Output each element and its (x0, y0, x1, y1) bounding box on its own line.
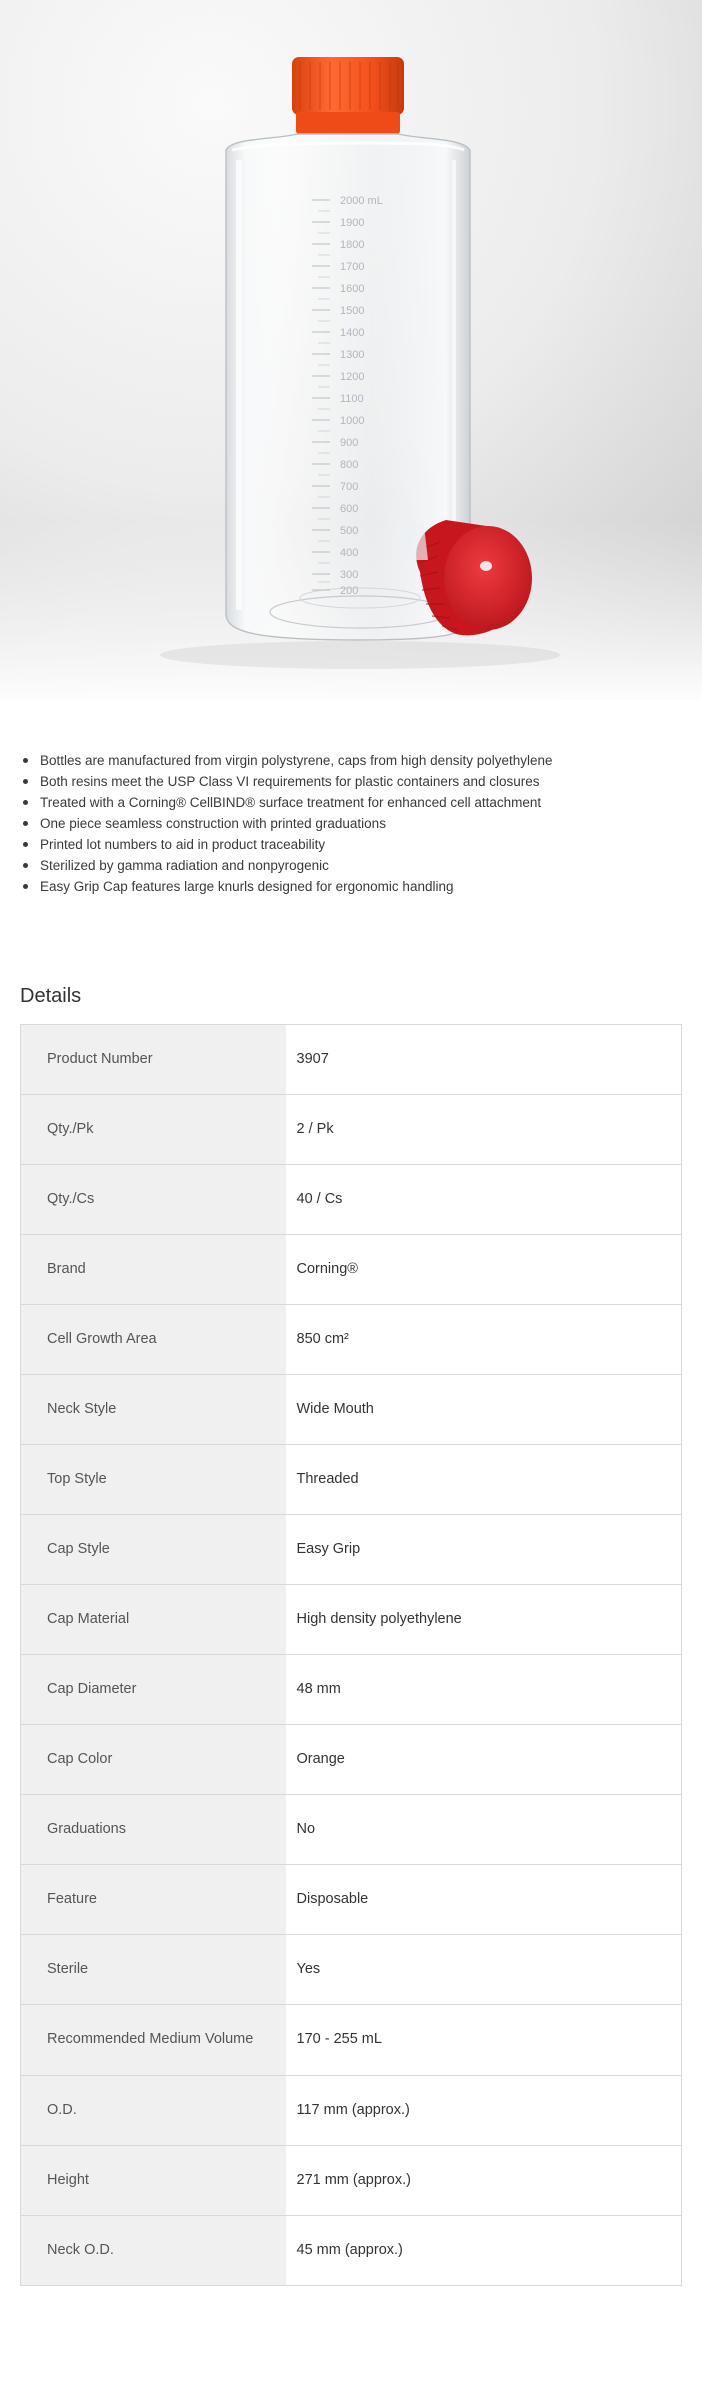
spec-label: Cell Growth Area (21, 1305, 286, 1375)
spec-value: 170 - 255 mL (286, 2005, 682, 2076)
graduation-label: 600 (340, 503, 359, 515)
graduation-label: 1700 (340, 261, 365, 273)
spec-label: Qty./Cs (21, 1165, 286, 1235)
table-row (21, 2005, 682, 2076)
spec-label: Cap Diameter (21, 1655, 286, 1725)
spec-value: Easy Grip (286, 1515, 682, 1585)
spec-value: Orange (286, 1725, 682, 1795)
spec-value: 117 mm (approx.) (286, 2076, 682, 2146)
spec-value: 850 cm² (286, 1305, 682, 1375)
spec-value: 48 mm (286, 1655, 682, 1725)
product-image (0, 0, 702, 700)
table-row (21, 2076, 682, 2146)
spec-label: Cap Material (21, 1585, 286, 1655)
spec-value: 40 / Cs (286, 1165, 682, 1235)
spec-value: Threaded (286, 1445, 682, 1515)
graduation-label: 500 (340, 525, 359, 537)
graduation-label: 1200 (340, 371, 365, 383)
spec-label: Graduations (21, 1795, 286, 1865)
feature-item: Both resins meet the USP Class VI requirements for plastic containers and closures (20, 771, 690, 792)
feature-list (20, 750, 690, 897)
spec-label: Neck Style (21, 1375, 286, 1445)
graduation-label: 1400 (340, 327, 365, 339)
graduation-label: 900 (340, 437, 359, 449)
feature-item: Sterilized by gamma radiation and nonpyrogenic (20, 855, 690, 876)
graduation-label: 1300 (340, 349, 365, 361)
table-row (21, 1865, 682, 1935)
table-row (21, 1165, 682, 1235)
feature-item: Easy Grip Cap features large knurls designed for ergonomic handling (20, 876, 690, 897)
spec-value: Disposable (286, 1865, 682, 1935)
spec-label: Neck O.D. (21, 2216, 286, 2286)
table-row (21, 1515, 682, 1585)
graduation-label: 1000 (340, 415, 365, 427)
table-row (21, 1935, 682, 2005)
spec-label: Top Style (21, 1445, 286, 1515)
table-row (21, 2216, 682, 2286)
spec-label: Product Number (21, 1025, 286, 1095)
spec-value: 2 / Pk (286, 1095, 682, 1165)
spec-label: Sterile (21, 1935, 286, 2005)
graduation-label: 300 (340, 569, 359, 581)
spec-value: High density polyethylene (286, 1585, 682, 1655)
spec-value: Yes (286, 1935, 682, 2005)
table-row (21, 1655, 682, 1725)
graduation-label: 1600 (340, 283, 365, 295)
graduation-label: 400 (340, 547, 359, 559)
graduation-label: 200 (340, 585, 359, 597)
spec-value: No (286, 1795, 682, 1865)
spec-label: Cap Color (21, 1725, 286, 1795)
table-row (21, 1585, 682, 1655)
graduation-label: 1100 (340, 393, 364, 405)
spec-label: O.D. (21, 2076, 286, 2146)
details-heading: Details (20, 985, 82, 1007)
table-row (21, 1725, 682, 1795)
spec-value: 3907 (286, 1025, 682, 1095)
table-row (21, 1305, 682, 1375)
feature-item: Bottles are manufactured from virgin polystyrene, caps from high density polyethylene (20, 750, 690, 771)
details-table (20, 1024, 682, 2286)
table-row (21, 1795, 682, 1865)
feature-item: One piece seamless construction with printed graduations (20, 813, 690, 834)
graduation-label: 700 (340, 481, 359, 493)
graduation-label: 800 (340, 459, 359, 471)
graduation-label: 2000 mL (340, 195, 383, 207)
table-row (21, 1095, 682, 1165)
graduation-label: 1500 (340, 305, 365, 317)
table-row (21, 2146, 682, 2216)
spec-value: Wide Mouth (286, 1375, 682, 1445)
graduation-label: 1800 (340, 239, 365, 251)
spec-label: Qty./Pk (21, 1095, 286, 1165)
feature-item: Treated with a Corning® CellBIND® surface treatment for enhanced cell attachment (20, 792, 690, 813)
spec-label: Height (21, 2146, 286, 2216)
spec-value: 45 mm (approx.) (286, 2216, 682, 2286)
spec-label: Brand (21, 1235, 286, 1305)
spec-label: Cap Style (21, 1515, 286, 1585)
table-row (21, 1445, 682, 1515)
spec-label: Recommended Medium Volume (21, 2005, 286, 2076)
feature-item: Printed lot numbers to aid in product traceability (20, 834, 690, 855)
graduation-label: 1900 (340, 217, 365, 229)
spec-label: Feature (21, 1865, 286, 1935)
table-row (21, 1375, 682, 1445)
table-row (21, 1235, 682, 1305)
table-row (21, 1025, 682, 1095)
spec-value: 271 mm (approx.) (286, 2146, 682, 2216)
spec-value: Corning® (286, 1235, 682, 1305)
